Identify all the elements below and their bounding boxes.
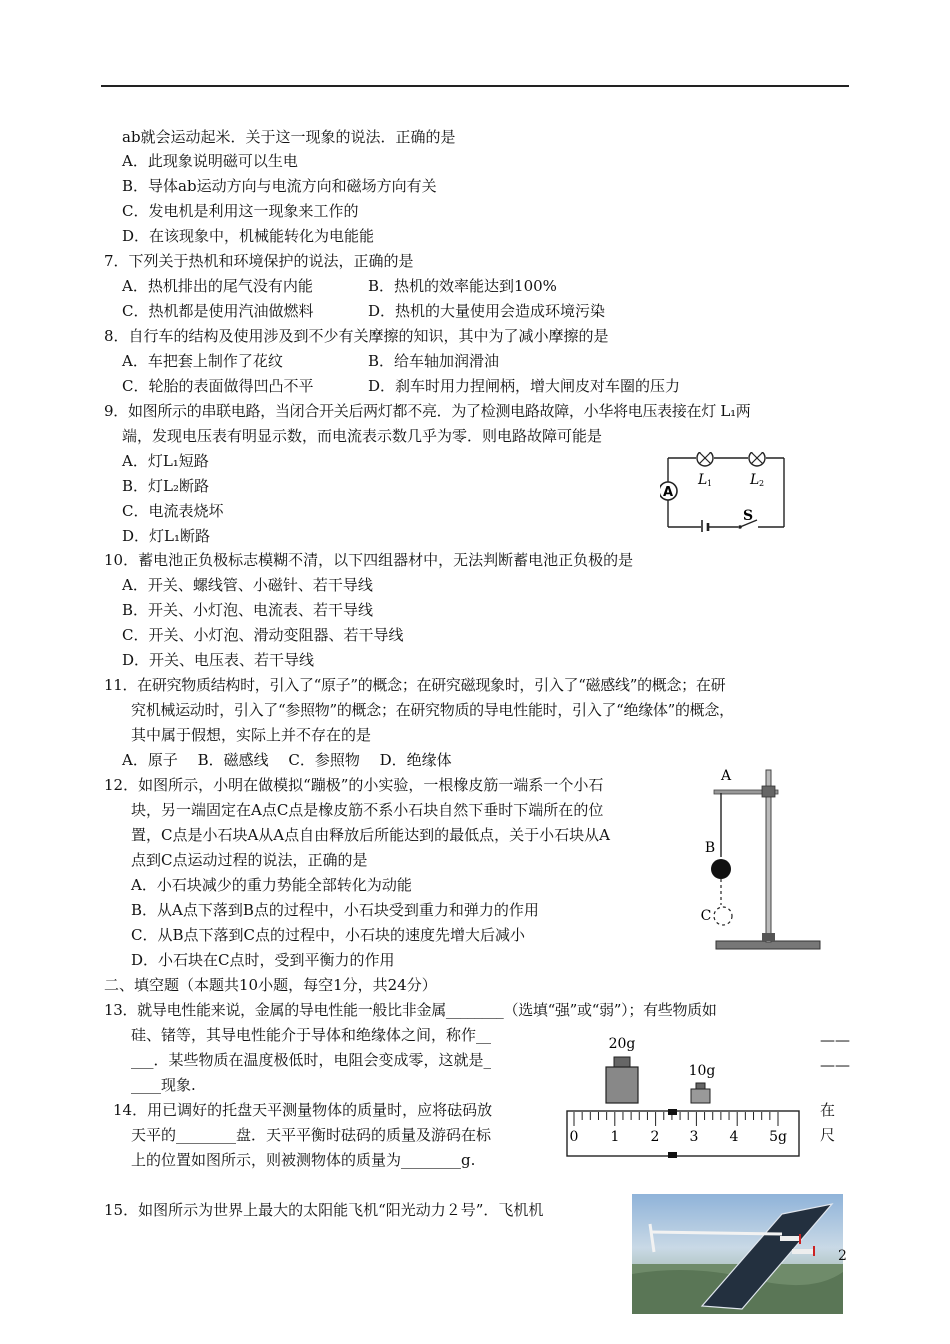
q14-line1: 14．用已调好的托盘天平测量物体的质量时，应将砝码放: [113, 1101, 493, 1119]
point-a-label: A: [720, 768, 732, 784]
q6-stem-tail: ab就会运动起米．关于这一现象的说法．正确的是: [122, 128, 456, 146]
lamp-l2-icon: [749, 452, 765, 466]
q13-line4: ____现象.: [131, 1076, 196, 1094]
scale-label-4: 4: [729, 1129, 739, 1145]
q9-stem-line1: 9．如图所示的串联电路，当闭合开关后两灯都不亮．为了检测电路故障，小华将电压表接在灯 L₁两: [104, 402, 751, 420]
scale-label-0: 0: [569, 1129, 579, 1145]
lamp-l1-label: L: [698, 472, 708, 488]
q9-stem-line2: 端，发现电压表有明显示数，而电流表示数几乎为零．则电路故障可能是: [122, 427, 603, 445]
q6-option-c: C．发电机是利用这一现象来工作的: [122, 202, 359, 220]
q11-stem-line3: 其中属于假想，实际上并不存在的是: [131, 726, 372, 744]
q14-continue-char-1: 在: [820, 1101, 836, 1119]
lamp-l2-label: L: [750, 472, 760, 488]
scale-body: [567, 1111, 799, 1156]
q12-stem-line3: 置，C点是小石块A从A点自由释放后所能达到的最低点，关于小石块从A: [131, 826, 610, 844]
lowest-point-icon: [714, 907, 732, 925]
q10-option-c: C．开关、小灯泡、滑动变阻器、若干导线: [122, 626, 404, 644]
stand-clamp: [762, 786, 775, 797]
weight-20g-label: 20g: [608, 1036, 636, 1052]
q12-stem-line4: 点到C点运动过程的说法，正确的是: [131, 851, 368, 869]
q10-stem: 10．蓄电池正负极标志模糊不清，以下四组器材中，无法判断蓄电池正负极的是: [104, 551, 634, 569]
q12-option-a: A．小石块减少的重力势能全部转化为动能: [131, 876, 412, 894]
q11-options: A．原子 B．磁感线 C．参照物 D．绝缘体: [122, 751, 452, 769]
q8-stem: 8．自行车的结构及使用涉及到不少有关摩擦的知识，其中为了减小摩擦的是: [104, 327, 609, 345]
point-c-label: C: [700, 908, 712, 924]
q9-option-b: B．灯L₂断路: [122, 477, 209, 495]
ammeter-label: A: [662, 485, 674, 500]
rider-icon: [668, 1109, 677, 1115]
q10-option-d: D．开关、电压表、若干导线: [122, 651, 315, 669]
q12-option-d: D．小石块在C点时，受到平衡力的作用: [131, 951, 395, 969]
q11-stem-line2: 究机械运动时，引入了“参照物”的概念；在研究物质的导电性能时，引入了“绝缘体”的概念，: [131, 701, 734, 719]
q12-option-b: B．从A点下落到B点的过程中，小石块受到重力和弹力的作用: [131, 901, 539, 919]
q14-line3: 上的位置如图所示，则被测物体的质量为________g.: [131, 1151, 476, 1169]
q7-option-d: D．热机的大量使用会造成环境污染: [368, 302, 606, 320]
q6-option-d: D．在该现象中，机械能转化为电能能: [122, 227, 375, 245]
q9-option-a: A．灯L₁短路: [122, 452, 209, 470]
point-b-label: B: [704, 840, 716, 856]
q13-line3: ___．某些物质在温度极低时，电阻会变成零，这就是_: [131, 1051, 492, 1069]
q12-stem-line1: 12．如图所示，小明在做模拟“蹦极”的小实验，一根橡皮筋一端系一个小石: [104, 776, 604, 794]
q7-stem: 7．下列关于热机和环境保护的说法，正确的是: [104, 252, 414, 270]
lamp-l1-subscript: 1: [707, 479, 713, 488]
weight-10g-label: 10g: [688, 1063, 716, 1079]
weight-20g-icon: [606, 1057, 638, 1103]
bungee-stand-figure: [698, 765, 828, 955]
q11-stem-line1: 11．在研究物质结构时，引入了“原子”的概念；在研究磁现象时，引入了“磁感线”的概念；在研: [104, 676, 726, 694]
q13-line2: 硅、锗等，其导电性能介于导体和绝缘体之间，称作__: [131, 1026, 492, 1044]
weight-10g-icon: [691, 1083, 710, 1103]
q8-option-d: D．刹车时用力捏闸柄，增大闸皮对车圈的压力: [368, 377, 681, 395]
q13-line1: 13．就导电性能来说，金属的导电性能一般比非金属________（选填“强”或“弱”）；有些物质如: [104, 1001, 717, 1019]
scale-label-3: 3: [689, 1129, 699, 1145]
q9-option-d: D．灯L₁断路: [122, 527, 211, 545]
scale-label-2: 2: [650, 1129, 660, 1145]
q10-option-a: A．开关、螺线管、小磁针、若干导线: [122, 576, 373, 594]
q10-option-b: B．开关、小灯泡、电流表、若干导线: [122, 601, 374, 619]
lamp-l2-subscript: 2: [759, 479, 765, 488]
q13-continue-dash-2: ——: [820, 1056, 850, 1074]
q8-option-c: C．轮胎的表面做得凹凸不平: [122, 377, 314, 395]
q14-line2: 天平的________盘．天平平衡时砝码的质量及游码在标: [131, 1126, 492, 1144]
q12-stem-line2: 块，另一端固定在A点C点是橡皮筋不系小石块自然下垂时下端所在的位: [131, 801, 604, 819]
q7-option-c: C．热机都是使用汽油做燃料: [122, 302, 314, 320]
header-rule: [101, 85, 849, 87]
solar-plane-photo: [632, 1194, 843, 1314]
stand-foot-clamp: [762, 933, 775, 941]
scale-label-1: 1: [610, 1129, 620, 1145]
q8-option-b: B．给车轴加润滑油: [368, 352, 500, 370]
circuit-diagram: [660, 452, 790, 532]
q7-option-a: A．热机排出的尾气没有内能: [122, 277, 313, 295]
rider-bottom-icon: [668, 1152, 677, 1158]
q14-continue-char-2: 尺: [820, 1126, 836, 1144]
q7-option-b: B．热机的效率能达到100%: [368, 277, 557, 295]
balance-figure: [562, 1030, 802, 1160]
q6-option-a: A．此现象说明磁可以生电: [122, 152, 298, 170]
q12-option-c: C．从B点下落到C点的过程中，小石块的速度先增大后减小: [131, 926, 525, 944]
lamp-l1-icon: [697, 452, 713, 466]
scale-label-5g: 5g: [769, 1129, 787, 1145]
q8-option-a: A．车把套上制作了花纹: [122, 352, 283, 370]
switch-label: S: [742, 508, 754, 524]
section-2-heading: 二、填空题（本题共10小题，每空1分，共24分）: [104, 976, 437, 994]
battery-icon: [702, 520, 708, 532]
q6-option-b: B．导体ab运动方向与电流方向和磁场方向有关: [122, 177, 437, 195]
q15-line1: 15．如图所示为世界上最大的太阳能飞机“阳光动力２号”．飞机机: [104, 1201, 544, 1219]
stone-icon: [711, 859, 731, 879]
page-number: 2: [838, 1248, 847, 1264]
q13-continue-dash-1: ——: [820, 1031, 850, 1049]
q9-option-c: C．电流表烧坏: [122, 502, 224, 520]
